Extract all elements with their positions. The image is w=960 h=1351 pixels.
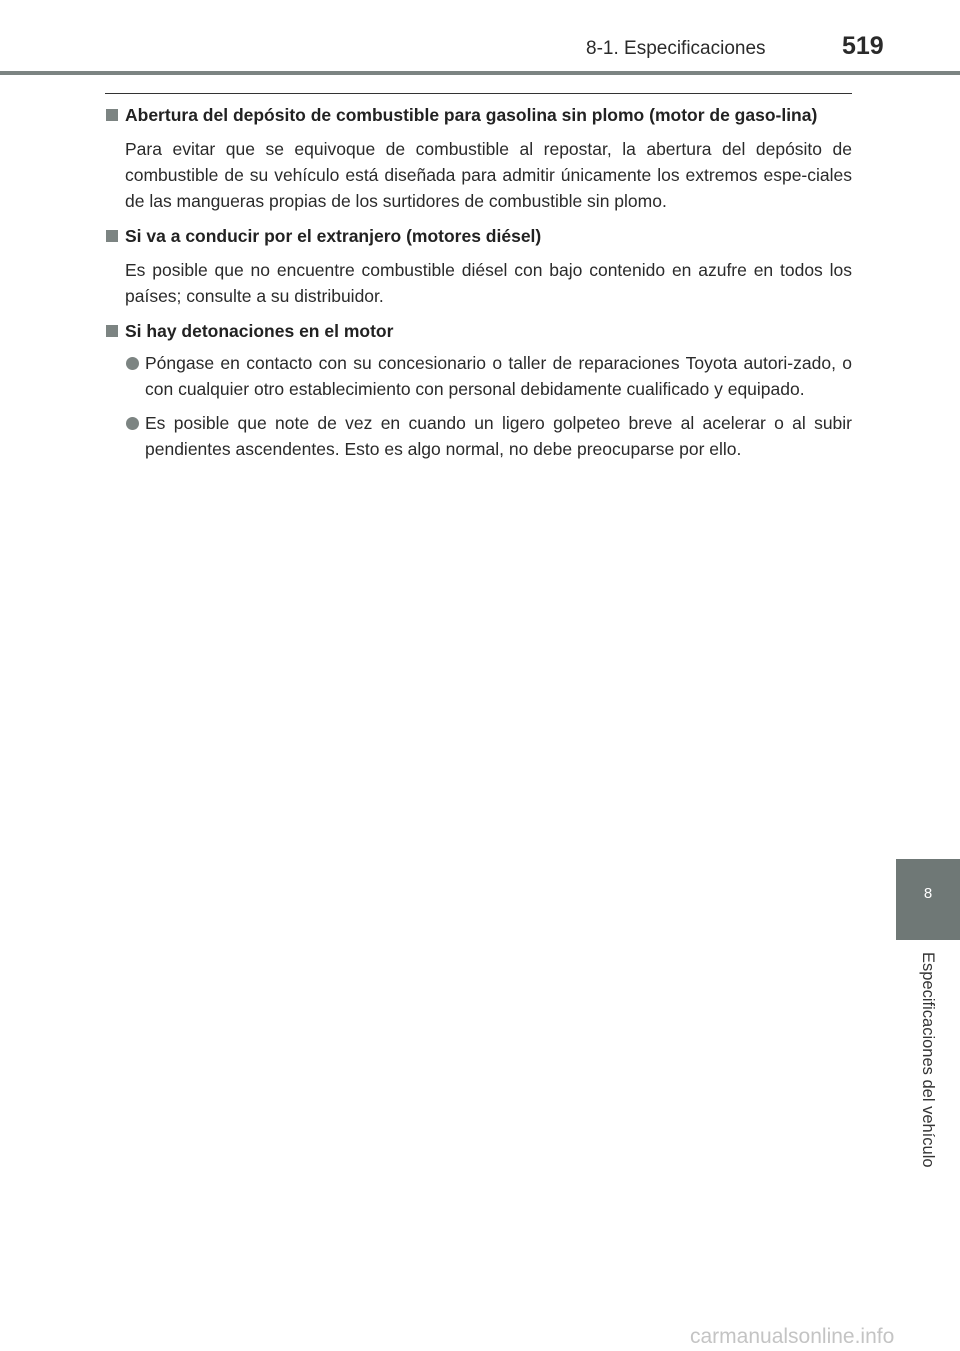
section-driving-abroad xyxy=(105,223,852,309)
list-item xyxy=(125,410,852,462)
bullet-list xyxy=(125,350,852,462)
page-header xyxy=(0,0,960,76)
watermark: carmanualsonline.info xyxy=(690,1325,895,1348)
circle-bullet-icon xyxy=(126,357,139,370)
list-item-text: Es posible que note de vez en cuando un ligero golpeteo breve al acelerar o al subir pendientes ascendentes. Esto es algo normal, no debe preocuparse por ello. xyxy=(145,413,852,459)
circle-bullet-icon xyxy=(126,417,139,430)
section-heading xyxy=(105,223,852,249)
square-bullet-icon xyxy=(106,230,118,242)
list-item xyxy=(125,350,852,402)
section-heading xyxy=(105,318,852,344)
page-content xyxy=(105,102,852,471)
chapter-section-label: 8-1. Especificaciones xyxy=(586,38,766,59)
chapter-tab-number: 8 xyxy=(923,885,933,902)
square-bullet-icon xyxy=(106,109,118,121)
chapter-side-label: Especificaciones del vehículo xyxy=(919,952,937,1168)
page-number: 519 xyxy=(842,32,884,60)
square-bullet-icon xyxy=(106,325,118,337)
section-heading xyxy=(105,102,852,128)
section-paragraph: Es posible que no encuentre combustible diésel con bajo contenido en azufre en todos los países; consulte a su distribuidor. xyxy=(125,260,852,306)
content-top-rule xyxy=(105,93,852,94)
section-engine-knocking xyxy=(105,318,852,462)
section-paragraph: Para evitar que se equivoque de combustible al repostar, la abertura del depósito de combustible de su vehículo está diseñada para admitir únicamente los extremos espe-ciales de las mangueras propias de los surtidores de combustible sin plomo. xyxy=(125,139,852,211)
section-heading-text: Si hay detonaciones en el motor xyxy=(125,321,394,341)
section-fuel-filler-opening xyxy=(105,102,852,214)
chapter-tab[interactable] xyxy=(896,859,960,940)
header-rule xyxy=(0,71,960,75)
section-heading-text: Abertura del depósito de combustible para gasolina sin plomo (motor de gaso-lina) xyxy=(125,105,818,125)
list-item-text: Póngase en contacto con su concesionario o taller de reparaciones Toyota autori-zado, o con cualquier otro establecimiento con personal debidamente cualificado y equipado. xyxy=(145,353,852,399)
section-heading-text: Si va a conducir por el extranjero (motores diésel) xyxy=(125,226,542,246)
